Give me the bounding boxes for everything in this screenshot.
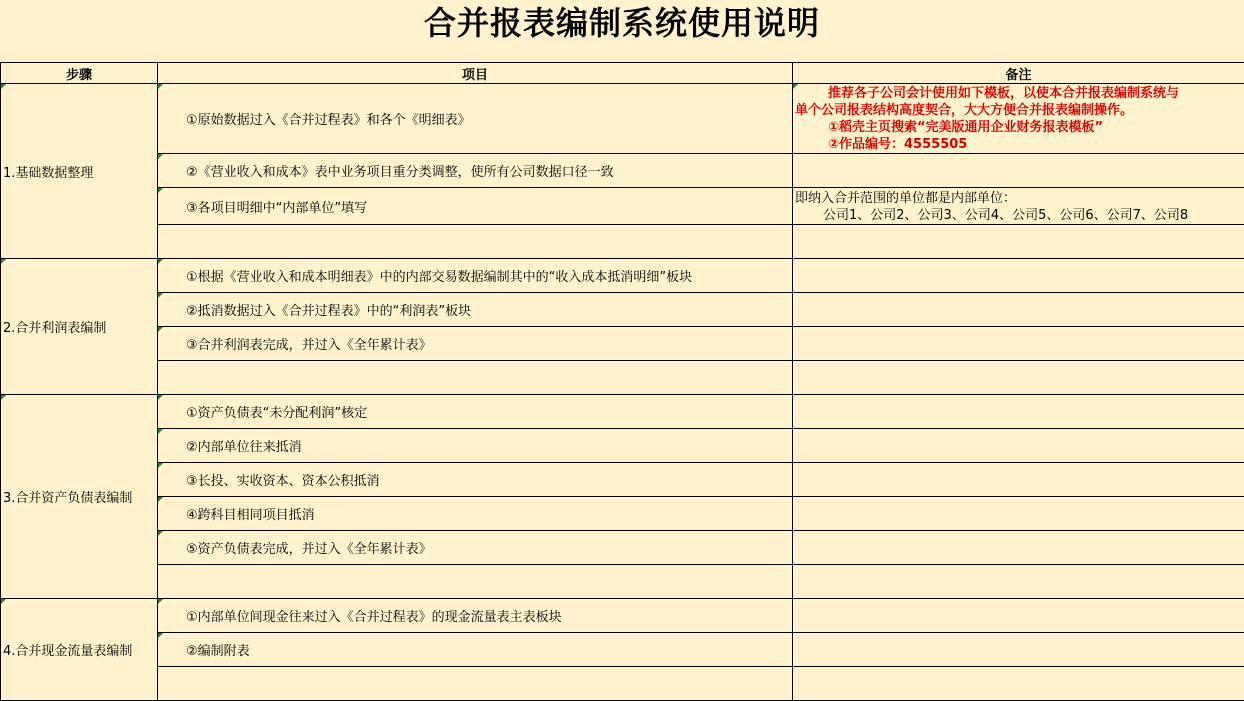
item-text: ②抵消数据过入《合并过程表》中的“利润表”板块 — [186, 304, 471, 319]
note-cell[interactable] — [793, 463, 1244, 497]
table-row — [1, 565, 1244, 599]
item-cell[interactable] — [158, 84, 793, 154]
item-cell[interactable] — [158, 293, 793, 327]
note-cell[interactable] — [793, 429, 1244, 463]
item-text: ③合并利润表完成，并过入《全年累计表》 — [186, 338, 432, 353]
table-row — [1, 429, 1244, 463]
comment-marker-icon — [793, 84, 798, 89]
table-row — [1, 667, 1244, 701]
item-text: ①根据《营业收入和成本明细表》中的内部交易数据编制其中的“收入成本抵消明细”板块 — [186, 270, 692, 285]
note-cell[interactable] — [793, 667, 1244, 701]
units-line: 即纳入合并范围的单位都是内部单位： — [795, 190, 1242, 207]
table-row — [1, 361, 1244, 395]
item-text: ①内部单位间现金往来过入《合并过程表》的现金流量表主表板块 — [186, 610, 562, 625]
table-row — [1, 395, 1244, 429]
item-text: ④跨科目相同项目抵消 — [186, 508, 315, 523]
step-label: 4.合并现金流量表编制 — [3, 644, 132, 659]
header-item[interactable]: 项目 — [158, 63, 793, 84]
note-cell[interactable] — [793, 599, 1244, 633]
table-row — [1, 188, 1244, 225]
page-title: 合并报表编制系统使用说明 — [0, 0, 1244, 62]
comment-marker-icon — [158, 84, 163, 89]
comment-marker-icon — [1, 259, 6, 264]
item-text: ①资产负债表“未分配利润”核定 — [186, 406, 367, 421]
comment-marker-icon — [158, 633, 163, 638]
item-text: ②编制附表 — [186, 644, 250, 659]
item-cell[interactable] — [158, 327, 793, 361]
table-row — [1, 599, 1244, 633]
step-cell[interactable] — [1, 599, 158, 701]
table-row — [1, 259, 1244, 293]
comment-marker-icon — [158, 429, 163, 434]
comment-marker-icon — [1, 395, 6, 400]
comment-marker-icon — [158, 259, 163, 264]
step-label: 2.合并利润表编制 — [3, 321, 106, 336]
note-cell[interactable] — [793, 633, 1244, 667]
step-label: 3.合并资产负债表编制 — [3, 491, 132, 506]
comment-marker-icon — [158, 327, 163, 332]
item-text: ③长投、实收资本、资本公积抵消 — [186, 474, 380, 489]
item-cell[interactable] — [158, 633, 793, 667]
step-cell[interactable] — [1, 259, 158, 395]
item-cell[interactable] — [158, 395, 793, 429]
item-cell[interactable] — [158, 463, 793, 497]
note-cell[interactable] — [793, 154, 1244, 188]
comment-marker-icon — [1, 84, 6, 89]
item-cell[interactable] — [158, 361, 793, 395]
item-cell[interactable] — [158, 531, 793, 565]
step-label: 1.基础数据整理 — [3, 166, 93, 181]
comment-marker-icon — [158, 599, 163, 604]
promo-line: 推荐各子公司会计使用如下模板，以使本合并报表编制系统与 — [795, 85, 1242, 102]
comment-marker-icon — [158, 395, 163, 400]
comment-marker-icon — [158, 463, 163, 468]
table-row — [1, 633, 1244, 667]
note-cell[interactable] — [793, 395, 1244, 429]
table-row — [1, 531, 1244, 565]
note-cell-units[interactable] — [793, 188, 1244, 225]
item-text: ③各项目明细中“内部单位”填写 — [186, 201, 367, 216]
units-line: 公司1、公司2、公司3、公司4、公司5、公司6、公司7、公司8 — [795, 207, 1242, 224]
table-row — [1, 84, 1244, 154]
comment-marker-icon — [158, 293, 163, 298]
item-cell[interactable] — [158, 565, 793, 599]
note-cell[interactable] — [793, 259, 1244, 293]
item-cell[interactable] — [158, 497, 793, 531]
item-cell[interactable] — [158, 429, 793, 463]
header-row — [1, 63, 1244, 84]
item-text: ⑤资产负债表完成，并过入《全年累计表》 — [186, 542, 432, 557]
table-row — [1, 225, 1244, 259]
table-row — [1, 293, 1244, 327]
item-text: ②内部单位往来抵消 — [186, 440, 302, 455]
note-cell[interactable] — [793, 327, 1244, 361]
item-cell[interactable] — [158, 599, 793, 633]
item-cell[interactable] — [158, 667, 793, 701]
note-cell[interactable] — [793, 497, 1244, 531]
step-cell[interactable] — [1, 84, 158, 259]
comment-marker-icon — [158, 188, 163, 193]
note-cell-promo[interactable] — [793, 84, 1244, 154]
header-note[interactable]: 备注 — [793, 63, 1244, 84]
header-step[interactable]: 步骤 — [1, 63, 158, 84]
promo-line: ②作品编号：4555505 — [795, 136, 1242, 153]
comment-marker-icon — [158, 154, 163, 159]
promo-line: ①稻壳主页搜索“完美版通用企业财务报表模板” — [795, 119, 1242, 136]
comment-marker-icon — [158, 531, 163, 536]
item-cell[interactable] — [158, 225, 793, 259]
promo-line: 单个公司报表结构高度契合，大大方便合并报表编制操作。 — [795, 102, 1242, 119]
note-cell[interactable] — [793, 565, 1244, 599]
table-row — [1, 327, 1244, 361]
note-cell[interactable] — [793, 531, 1244, 565]
comment-marker-icon — [1, 599, 6, 604]
table-row — [1, 154, 1244, 188]
table-row — [1, 497, 1244, 531]
comment-marker-icon — [158, 497, 163, 502]
note-cell[interactable] — [793, 293, 1244, 327]
item-cell[interactable] — [158, 259, 793, 293]
item-text: ②《营业收入和成本》表中业务项目重分类调整，使所有公司数据口径一致 — [186, 165, 614, 180]
item-cell[interactable] — [158, 188, 793, 225]
table-row — [1, 463, 1244, 497]
step-cell[interactable] — [1, 395, 158, 599]
note-cell[interactable] — [793, 225, 1244, 259]
item-cell[interactable] — [158, 154, 793, 188]
note-cell[interactable] — [793, 361, 1244, 395]
item-text: ①原始数据过入《合并过程表》和各个《明细表》 — [186, 113, 471, 128]
instructions-table — [0, 62, 1244, 701]
